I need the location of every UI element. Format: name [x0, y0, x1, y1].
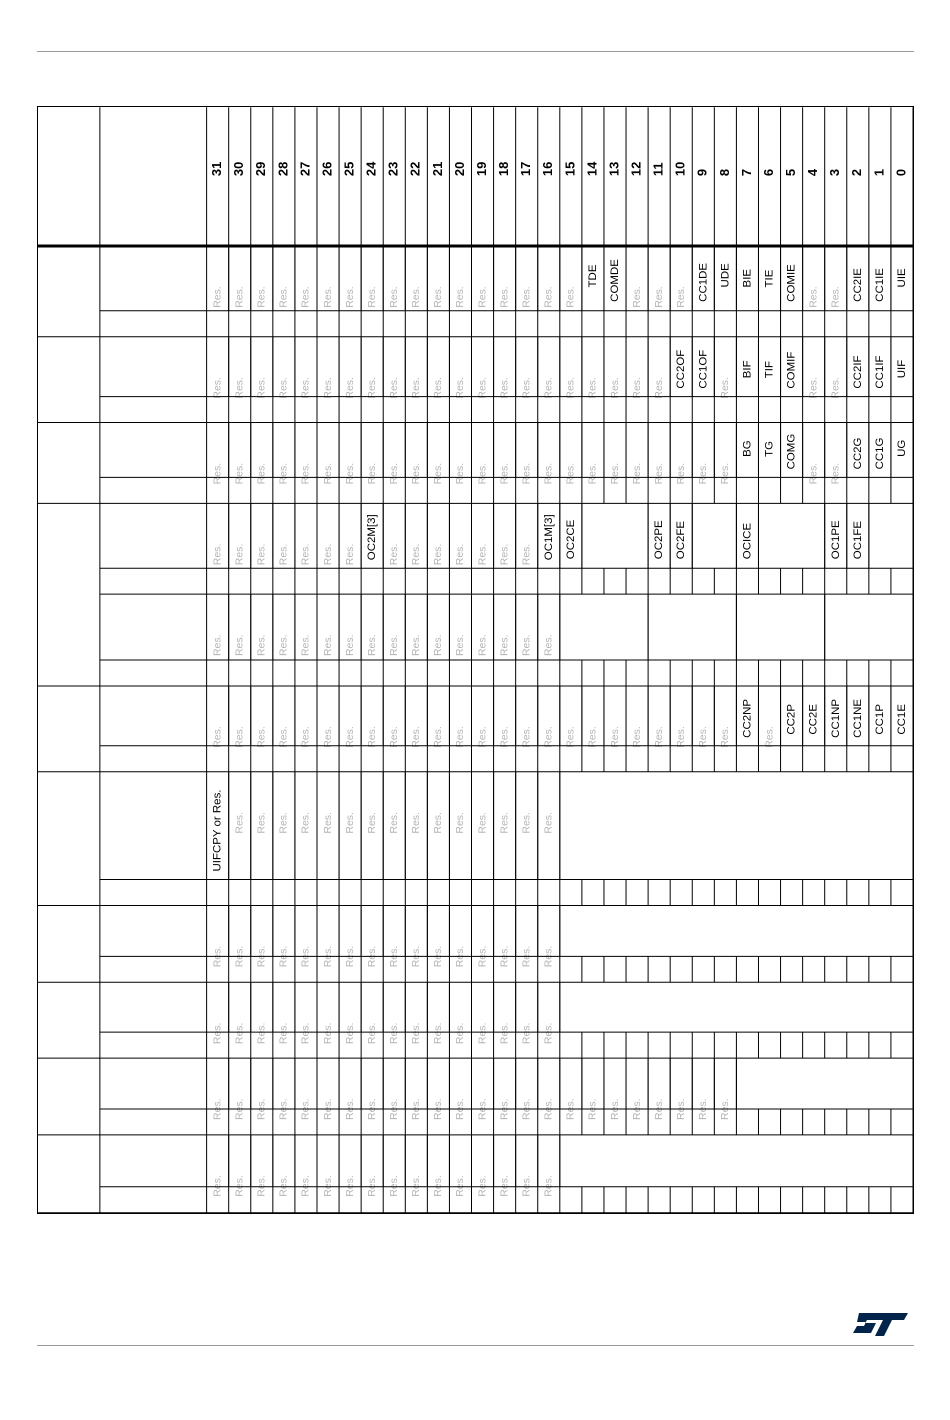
reserved-bit-label: Res.	[234, 462, 246, 485]
bit-number-label: 5	[783, 168, 799, 177]
reserved-bit-label: Res.	[543, 462, 555, 485]
reserved-bit-label: Res.	[344, 945, 356, 968]
reserved-bit-label: Res.	[521, 377, 533, 399]
reserved-bit-label: Res.	[278, 945, 290, 968]
reserved-bit-label: Res.	[521, 812, 533, 834]
reserved-bit-label: Res.	[631, 462, 643, 485]
bit-number-label: 11	[650, 162, 666, 177]
reserved-bit-label: Res.	[543, 726, 555, 748]
reserved-bit-label: Res.	[455, 543, 467, 566]
reserved-bit-label: Res.	[411, 377, 423, 399]
reserved-bit-label: Res.	[300, 462, 312, 485]
reserved-bit-label: Res.	[278, 812, 290, 834]
reserved-bit-label: Res.	[212, 543, 224, 566]
reserved-bit-label: Res.	[212, 1098, 224, 1120]
reserved-bit-label: Res.	[521, 286, 533, 308]
reserved-bit-label: Res.	[234, 1022, 246, 1045]
reserved-bit-label: Res.	[433, 543, 445, 566]
bit-number-label: 23	[385, 161, 401, 177]
reserved-bit-label: Res.	[234, 1175, 246, 1197]
bit-field-label: UIF	[895, 359, 908, 379]
reserved-bit-label: Res.	[278, 543, 290, 566]
reserved-bit-label: Res.	[234, 634, 246, 657]
reserved-bit-label: Res.	[322, 543, 334, 566]
reserved-bit-label: Res.	[278, 377, 290, 399]
reserved-bit-label: Res.	[389, 543, 401, 566]
reserved-bit-label: Res.	[234, 286, 246, 308]
bit-field-label: BIF	[741, 360, 754, 379]
reserved-bit-label: Res.	[344, 543, 356, 566]
reserved-bit-label: Res.	[389, 726, 401, 748]
bit-number-label: 15	[562, 161, 578, 177]
reserved-bit-label: Res.	[477, 726, 489, 748]
bit-field-label: COMDE	[609, 259, 622, 302]
reserved-bit-label: Res.	[256, 1022, 268, 1045]
reserved-bit-label: Res.	[322, 462, 334, 485]
bit-field-label: OC1PE	[829, 520, 842, 560]
reserved-bit-label: Res.	[499, 634, 511, 657]
reserved-bit-label: Res.	[543, 634, 555, 657]
header-rule	[37, 51, 914, 52]
bit-field-label: CC2IF	[851, 355, 864, 389]
reserved-bit-label: Res.	[720, 1098, 732, 1120]
reserved-bit-label: Res.	[455, 377, 467, 399]
reserved-bit-label: Res.	[477, 286, 489, 308]
reserved-bit-label: Res.	[587, 1098, 599, 1120]
reserved-bit-label: Res.	[411, 1022, 423, 1045]
reserved-bit-label: Res.	[433, 462, 445, 485]
reserved-bit-label: Res.	[477, 945, 489, 968]
reserved-bit-label: Res.	[477, 1022, 489, 1045]
reserved-bit-label: Res.	[433, 1098, 445, 1120]
reserved-bit-label: Res.	[366, 945, 378, 968]
reserved-bit-label: Res.	[808, 462, 820, 485]
bit-number-label: 14	[584, 161, 600, 177]
reserved-bit-label: Res.	[300, 286, 312, 308]
bit-field-label: TG	[763, 440, 776, 457]
reserved-bit-label: Res.	[411, 726, 423, 748]
reserved-bit-label: Res.	[698, 726, 710, 748]
reserved-bit-label: Res.	[389, 286, 401, 308]
reserved-bit-label: Res.	[234, 812, 246, 834]
reserved-bit-label: Res.	[300, 1022, 312, 1045]
reserved-bit-label: Res.	[477, 377, 489, 399]
bit-field-label: CC1NE	[851, 698, 864, 738]
reserved-bit-label: Res.	[322, 1098, 334, 1120]
reserved-bit-label: Res.	[830, 377, 842, 399]
reserved-bit-label: Res.	[565, 462, 577, 485]
reserved-bit-label: Res.	[565, 286, 577, 308]
reserved-bit-label: Res.	[344, 812, 356, 834]
bit-number-label: 25	[341, 161, 357, 177]
bit-number-label: 20	[451, 161, 467, 177]
reserved-bit-label: Res.	[366, 726, 378, 748]
bit-number-label: 26	[319, 161, 335, 177]
reserved-bit-label: Res.	[300, 1098, 312, 1120]
reserved-bit-label: Res.	[212, 286, 224, 308]
reserved-bit-label: Res.	[720, 377, 732, 399]
reserved-bit-label: Res.	[653, 377, 665, 399]
bit-field-label: BG	[741, 440, 754, 457]
bit-number-label: 2	[849, 168, 865, 177]
reserved-bit-label: Res.	[543, 1022, 555, 1045]
reserved-bit-label: Res.	[631, 286, 643, 308]
reserved-bit-label: Res.	[256, 543, 268, 566]
bit-number-label: 4	[805, 168, 821, 177]
bit-field-label: COMG	[785, 433, 798, 470]
bit-number-label: 24	[363, 161, 379, 177]
reserved-bit-label: Res.	[499, 286, 511, 308]
reserved-bit-label: Res.	[477, 1175, 489, 1197]
register-map-table	[37, 106, 914, 1214]
reserved-bit-label: Res.	[411, 543, 423, 566]
reserved-bit-label: Res.	[300, 812, 312, 834]
reserved-bit-label: Res.	[212, 1175, 224, 1197]
bit-field-label: OCICE	[741, 522, 754, 560]
reserved-bit-label: Res.	[278, 286, 290, 308]
reserved-bit-label: Res.	[521, 1098, 533, 1120]
reserved-bit-label: Res.	[300, 634, 312, 657]
bit-field-label: CC1OF	[697, 349, 710, 389]
reserved-bit-label: Res.	[477, 812, 489, 834]
bit-field-label: CC1IE	[873, 268, 886, 302]
reserved-bit-label: Res.	[234, 1098, 246, 1120]
bit-field-label: COMIE	[785, 264, 798, 302]
reserved-bit-label: Res.	[256, 377, 268, 399]
reserved-bit-label: Res.	[455, 1175, 467, 1197]
reserved-bit-label: Res.	[366, 1098, 378, 1120]
bit-field-label: UIFCPY or Res.	[211, 789, 224, 872]
reserved-bit-label: Res.	[344, 377, 356, 399]
reserved-bit-label: Res.	[455, 812, 467, 834]
reserved-bit-label: Res.	[631, 377, 643, 399]
bit-field-label: CC1E	[895, 704, 908, 735]
bit-number-label: 8	[716, 168, 732, 177]
reserved-bit-label: Res.	[455, 462, 467, 485]
bit-number-label: 13	[606, 161, 622, 177]
reserved-bit-label: Res.	[322, 377, 334, 399]
reserved-bit-label: Res.	[521, 945, 533, 968]
bit-field-label: TDE	[586, 264, 599, 288]
reserved-bit-label: Res.	[830, 462, 842, 485]
reserved-bit-label: Res.	[587, 377, 599, 399]
bit-field-label: CC2NP	[741, 698, 754, 738]
reserved-bit-label: Res.	[433, 1175, 445, 1197]
reserved-bit-label: Res.	[675, 726, 687, 748]
reserved-bit-label: Res.	[830, 286, 842, 308]
reserved-bit-label: Res.	[433, 726, 445, 748]
reserved-bit-label: Res.	[587, 462, 599, 485]
reserved-bit-label: Res.	[499, 462, 511, 485]
reserved-bit-label: Res.	[653, 286, 665, 308]
reserved-bit-label: Res.	[609, 462, 621, 485]
reserved-bit-label: Res.	[256, 1175, 268, 1197]
reserved-bit-label: Res.	[366, 812, 378, 834]
reserved-bit-label: Res.	[234, 543, 246, 566]
bit-number-label: 29	[253, 161, 269, 177]
reserved-bit-label: Res.	[543, 812, 555, 834]
bit-field-label: OC1M[3]	[542, 514, 555, 561]
bit-field-label: OC2FE	[675, 520, 688, 560]
reserved-bit-label: Res.	[543, 1098, 555, 1120]
reserved-bit-label: Res.	[322, 812, 334, 834]
reserved-bit-label: Res.	[631, 1098, 643, 1120]
reserved-bit-label: Res.	[433, 377, 445, 399]
bit-field-label: OC1FE	[851, 520, 864, 560]
reserved-bit-label: Res.	[344, 634, 356, 657]
bit-number-label: 16	[540, 161, 556, 177]
bit-number-label: 27	[297, 161, 313, 177]
bit-field-label: CC2OF	[675, 349, 688, 389]
reserved-bit-label: Res.	[278, 1175, 290, 1197]
reserved-bit-label: Res.	[565, 377, 577, 399]
reserved-bit-label: Res.	[675, 286, 687, 308]
reserved-bit-label: Res.	[411, 634, 423, 657]
reserved-bit-label: Res.	[256, 812, 268, 834]
reserved-bit-label: Res.	[609, 726, 621, 748]
bit-field-label: UIE	[895, 268, 908, 288]
reserved-bit-label: Res.	[499, 945, 511, 968]
reserved-bit-label: Res.	[322, 1175, 334, 1197]
bit-field-label: CC2E	[807, 704, 820, 735]
reserved-bit-label: Res.	[433, 1022, 445, 1045]
reserved-bit-label: Res.	[808, 377, 820, 399]
reserved-bit-label: Res.	[322, 945, 334, 968]
reserved-bit-label: Res.	[720, 726, 732, 748]
bit-number-label: 9	[694, 168, 710, 177]
reserved-bit-label: Res.	[411, 1098, 423, 1120]
reserved-bit-label: Res.	[433, 634, 445, 657]
reserved-bit-label: Res.	[499, 1022, 511, 1045]
reserved-bit-label: Res.	[234, 945, 246, 968]
bit-field-label: CC1IF	[873, 355, 886, 389]
reserved-bit-label: Res.	[389, 812, 401, 834]
reserved-bit-label: Res.	[521, 543, 533, 566]
bit-number-label: 1	[871, 168, 887, 177]
footer-rule	[37, 1345, 914, 1346]
reserved-bit-label: Res.	[366, 1175, 378, 1197]
reserved-bit-label: Res.	[366, 377, 378, 399]
reserved-bit-label: Res.	[212, 462, 224, 485]
reserved-bit-label: Res.	[366, 1022, 378, 1045]
reserved-bit-label: Res.	[631, 726, 643, 748]
reserved-bit-label: Res.	[499, 726, 511, 748]
reserved-bit-label: Res.	[322, 1022, 334, 1045]
bit-number-label: 3	[827, 168, 843, 177]
bit-field-label: CC1NP	[829, 698, 842, 738]
reserved-bit-label: Res.	[521, 634, 533, 657]
bit-field-label: CC2P	[785, 704, 798, 735]
reserved-bit-label: Res.	[698, 1098, 710, 1120]
bit-number-label: 19	[473, 161, 489, 177]
st-logo-icon	[852, 1311, 910, 1337]
reserved-bit-label: Res.	[278, 462, 290, 485]
bit-number-label: 0	[893, 168, 909, 177]
reserved-bit-label: Res.	[543, 1175, 555, 1197]
bit-number-label: 10	[672, 161, 688, 177]
reserved-bit-label: Res.	[764, 726, 776, 748]
bit-field-label: OC2M[3]	[366, 514, 379, 561]
reserved-bit-label: Res.	[455, 945, 467, 968]
reserved-bit-label: Res.	[322, 286, 334, 308]
reserved-bit-label: Res.	[278, 726, 290, 748]
reserved-bit-label: Res.	[322, 634, 334, 657]
reserved-bit-label: Res.	[609, 1098, 621, 1120]
bit-number-label: 17	[518, 161, 534, 177]
reserved-bit-label: Res.	[521, 726, 533, 748]
reserved-bit-label: Res.	[609, 377, 621, 399]
reserved-bit-label: Res.	[411, 286, 423, 308]
reserved-bit-label: Res.	[344, 1175, 356, 1197]
reserved-bit-label: Res.	[411, 812, 423, 834]
reserved-bit-label: Res.	[653, 462, 665, 485]
reserved-bit-label: Res.	[300, 1175, 312, 1197]
reserved-bit-label: Res.	[256, 726, 268, 748]
reserved-bit-label: Res.	[433, 812, 445, 834]
bit-number-label: 30	[231, 161, 247, 177]
reserved-bit-label: Res.	[344, 726, 356, 748]
reserved-bit-label: Res.	[389, 1175, 401, 1197]
reserved-bit-label: Res.	[389, 634, 401, 657]
reserved-bit-label: Res.	[543, 377, 555, 399]
bit-number-label: 12	[628, 161, 644, 177]
bit-field-label: OC2CE	[564, 519, 577, 560]
reserved-bit-label: Res.	[675, 1098, 687, 1120]
reserved-bit-label: Res.	[521, 462, 533, 485]
reserved-bit-label: Res.	[212, 634, 224, 657]
reserved-bit-label: Res.	[499, 1098, 511, 1120]
reserved-bit-label: Res.	[698, 462, 710, 485]
reserved-bit-label: Res.	[366, 462, 378, 485]
reserved-bit-label: Res.	[455, 726, 467, 748]
bit-field-label: UG	[895, 439, 908, 457]
bit-field-label: CC2IE	[851, 268, 864, 302]
reserved-bit-label: Res.	[278, 1098, 290, 1120]
reserved-bit-label: Res.	[300, 945, 312, 968]
bit-number-label: 18	[496, 161, 512, 177]
reserved-bit-label: Res.	[455, 1098, 467, 1120]
reserved-bit-label: Res.	[389, 462, 401, 485]
reserved-bit-label: Res.	[278, 1022, 290, 1045]
reserved-bit-label: Res.	[477, 462, 489, 485]
bit-field-label: CC2G	[851, 437, 864, 470]
reserved-bit-label: Res.	[256, 1098, 268, 1120]
reserved-bit-label: Res.	[653, 726, 665, 748]
reserved-bit-label: Res.	[521, 1022, 533, 1045]
reserved-bit-label: Res.	[565, 726, 577, 748]
reserved-bit-label: Res.	[212, 945, 224, 968]
reserved-bit-label: Res.	[278, 634, 290, 657]
reserved-bit-label: Res.	[212, 1022, 224, 1045]
reserved-bit-label: Res.	[256, 286, 268, 308]
reserved-bit-label: Res.	[234, 377, 246, 399]
reserved-bit-label: Res.	[455, 1022, 467, 1045]
reserved-bit-label: Res.	[256, 462, 268, 485]
reserved-bit-label: Res.	[455, 634, 467, 657]
reserved-bit-label: Res.	[477, 1098, 489, 1120]
bit-field-label: OC2PE	[653, 520, 666, 560]
reserved-bit-label: Res.	[411, 462, 423, 485]
reserved-bit-label: Res.	[212, 726, 224, 748]
reserved-bit-label: Res.	[389, 1022, 401, 1045]
reserved-bit-label: Res.	[344, 1098, 356, 1120]
reserved-bit-label: Res.	[411, 945, 423, 968]
bit-number-label: 22	[407, 161, 423, 177]
reserved-bit-label: Res.	[212, 377, 224, 399]
reserved-bit-label: Res.	[675, 462, 687, 485]
reserved-bit-label: Res.	[433, 945, 445, 968]
reserved-bit-label: Res.	[521, 1175, 533, 1197]
reserved-bit-label: Res.	[477, 543, 489, 566]
reserved-bit-label: Res.	[389, 1098, 401, 1120]
bit-number-label: 28	[275, 161, 291, 177]
reserved-bit-label: Res.	[322, 726, 334, 748]
reserved-bit-label: Res.	[411, 1175, 423, 1197]
reserved-bit-label: Res.	[808, 286, 820, 308]
reserved-bit-label: Res.	[389, 945, 401, 968]
bit-field-label: UDE	[719, 263, 732, 288]
bit-field-label: TIE	[763, 269, 776, 288]
reserved-bit-label: Res.	[300, 726, 312, 748]
reserved-bit-label: Res.	[499, 1175, 511, 1197]
reserved-bit-label: Res.	[366, 286, 378, 308]
reserved-bit-label: Res.	[565, 1098, 577, 1120]
reserved-bit-label: Res.	[499, 377, 511, 399]
reserved-bit-label: Res.	[587, 726, 599, 748]
reserved-bit-label: Res.	[300, 377, 312, 399]
bit-number-label: 6	[760, 168, 776, 177]
reserved-bit-label: Res.	[499, 543, 511, 566]
reserved-bit-label: Res.	[300, 543, 312, 566]
reserved-bit-label: Res.	[433, 286, 445, 308]
bit-field-label: CC1P	[873, 704, 886, 735]
reserved-bit-label: Res.	[543, 945, 555, 968]
bit-field-label: COMIF	[785, 351, 798, 389]
reserved-bit-label: Res.	[344, 286, 356, 308]
reserved-bit-label: Res.	[455, 286, 467, 308]
reserved-bit-label: Res.	[366, 634, 378, 657]
reserved-bit-label: Res.	[234, 726, 246, 748]
reserved-bit-label: Res.	[344, 462, 356, 485]
bit-field-label: BIE	[741, 268, 754, 288]
reserved-bit-label: Res.	[477, 634, 489, 657]
bit-field-label: CC1G	[873, 437, 886, 470]
reserved-bit-label: Res.	[389, 377, 401, 399]
reserved-bit-label: Res.	[256, 945, 268, 968]
reserved-bit-label: Res.	[256, 634, 268, 657]
bit-number-label: 31	[209, 161, 225, 177]
bit-field-label: TIF	[763, 361, 776, 379]
reserved-bit-label: Res.	[543, 286, 555, 308]
reserved-bit-label: Res.	[344, 1022, 356, 1045]
bit-field-label: CC1DE	[697, 262, 710, 302]
reserved-bit-label: Res.	[720, 462, 732, 485]
reserved-bit-label: Res.	[653, 1098, 665, 1120]
bit-number-label: 7	[738, 168, 754, 177]
reserved-bit-label: Res.	[499, 812, 511, 834]
bit-number-label: 21	[429, 161, 445, 177]
